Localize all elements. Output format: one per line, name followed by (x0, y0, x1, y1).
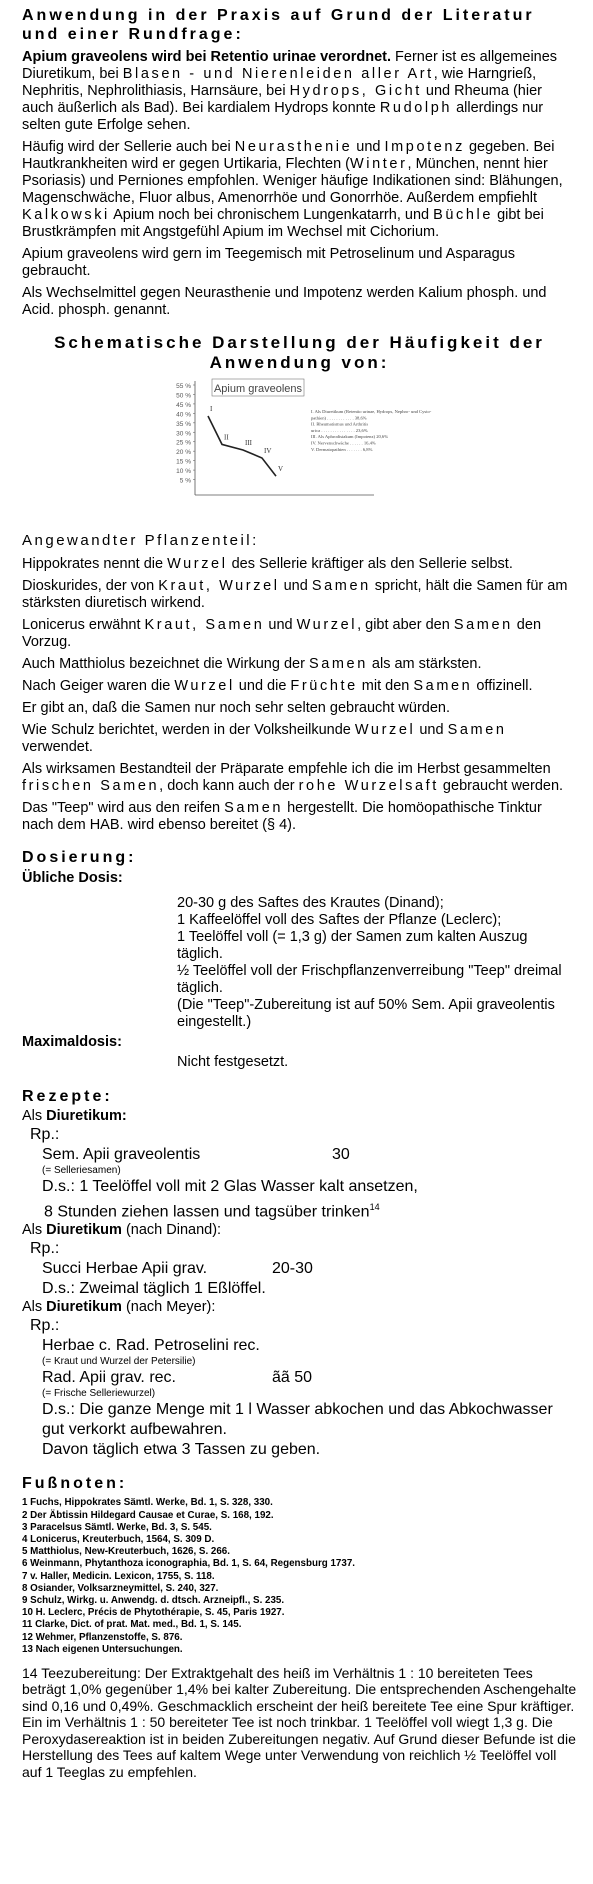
section-heading-application: Anwendung in der Praxis auf Grund der Literatur und einer Rundfrage: (22, 7, 535, 43)
recipe-3-body (42, 1336, 577, 1460)
recipe-3-qty: ãã 50 (272, 1369, 313, 1387)
y-tick-label: 50 % (176, 392, 191, 400)
y-tick-label: 20 % (176, 449, 191, 457)
figure-heading: Schematische Darstellung der Häufigkeit der Anwendung von: (54, 333, 545, 372)
recipe-1-ds1: D.s.: 1 Teelöffel voll mit 2 Glas Wasser kalt ansetzen, (42, 1178, 418, 1195)
chart-legend (311, 409, 432, 453)
y-tick-label: 45 % (176, 401, 191, 409)
legend-line: IV. Nervenschwäche . . . . . . 16,4% (311, 440, 376, 446)
legend-line: II. Rheumatismus und Arthritis (311, 421, 369, 427)
point-label: II (224, 433, 229, 442)
plant-line-matthiolus: Auch Matthiolus bezeichnet die Wirkung der Samen als am stärksten. (22, 656, 482, 672)
footnote-item: 7 v. Haller, Medicin. Lexicon, 1755, S. 118. (22, 1570, 215, 1582)
legend-line: I. Als Diuretikum (Retentio urinae, Hydrops, Nephro- und Cysto- (311, 409, 432, 414)
legend-line: III. Als Aphrodisiakum (Impotenz) 20,6% (311, 434, 389, 440)
plant-line-hippokrates: Hippokrates nennt die Wurzel des Sellerie kräftiger als den Sellerie selbst. (22, 556, 513, 572)
section-heading-recipes: Rezepte: (22, 1088, 113, 1105)
footnote-item: 2 Der Äbtissin Hildegard Causae et Curae, S. 168, 192. (22, 1509, 274, 1521)
recipe-1-qty: 30 (332, 1146, 350, 1163)
document-page (22, 6, 577, 1785)
recipe-1-ds2: 8 Stunden ziehen lassen und tagsüber trinken$^{14}$ (44, 1202, 380, 1221)
y-tick-label: 5 % (179, 477, 191, 485)
plant-line-dioskurides: Dioskurides, der von Kraut, Wurzel und Samen spricht, hält die Samen für am stärksten diuretisch wirkend. (22, 578, 568, 611)
dose-line: 1 Kaffeelöffel voll des Saftes der Pflanze (Leclerc); (177, 912, 502, 928)
recipe-3-ds2: Davon täglich etwa 3 Tassen zu geben. (42, 1441, 321, 1459)
legend-line: urica . . . . . . . . . . . . . . . 23,6% (311, 427, 368, 433)
section-heading-dosage: Dosierung: (22, 849, 137, 866)
recipe-1-item: Sem. Apii graveolentis (42, 1146, 201, 1163)
recipe-2-qty: 20-30 (272, 1260, 313, 1278)
y-tick-label: 15 % (176, 458, 191, 466)
footnote-item: 12 Wehmer, Pflanzenstoffe, S. 876. (22, 1631, 183, 1643)
plant-line-lonicerus: Lonicerus erwähnt Kraut, Samen und Wurzel, gibt aber den Samen den Vorzug. (22, 617, 542, 650)
section-heading-plant-part: Angewandter Pflanzenteil: (22, 532, 259, 549)
plant-line-geiger: Nach Geiger waren die Wurzel und die Früchte mit den Samen offizinell. (22, 678, 533, 694)
y-tick-label: 35 % (176, 420, 191, 428)
recipe-3-item2: Rad. Apii grav. rec. (42, 1369, 176, 1387)
y-tick-label: 55 % (176, 383, 191, 390)
max-dose-label: Maximaldosis: (22, 1034, 122, 1050)
dose-line: 1 Teelöffel voll (= 1,3 g) der Samen zum kalten Auszug täglich. (177, 929, 528, 962)
legend-line: pathien) . . . . . . . . . . . . 38,6% (311, 415, 367, 421)
point-label: III (245, 439, 252, 448)
paragraph-neurasthenia: Häufig wird der Sellerie auch bei Neurasthenie und Impotenz gegeben. Bei Hautkrankheiten wird er gegen Urtikaria, Flechten (Winter, München, nennt hier Psoriasis) und Perniones empfohlen. Weniger häufige Indikationen sind: Blähungen, Magenschwäche, Fluor albus, Amenorrhöe und Gonorrhöe. Außerdem empfiehlt Kalkowski Apium noch bei chronischem Lungenkatarrh, und Büchle gibt bei Brustkrämpfen mit Angstgefühl Apium im Wechsel mit Cichorium. (22, 139, 563, 240)
recipe-1-rp: Rp.: (30, 1126, 60, 1143)
footnote-item: 10 H. Leclerc, Précis de Phytothérapie, S. 45, Paris 1927. (22, 1607, 285, 1619)
dose-line: ½ Teelöffel voll der Frischpflanzenverreibung "Teep" dreimal täglich. (177, 963, 562, 996)
recipe-1-title: Als Diuretikum: (22, 1108, 127, 1124)
recipe-3-note1: (= Kraut und Wurzel der Petersilie) (42, 1356, 196, 1368)
y-tick-label: 25 % (176, 439, 191, 447)
recipe-2-item: Succi Herbae Apii grav. (42, 1260, 208, 1278)
y-tick-label: 30 % (176, 430, 191, 438)
point-label: IV (264, 446, 272, 455)
footnote-item: 11 Clarke, Dict. of prat. Mat. med., Bd. 1, S. 145. (22, 1619, 242, 1631)
recipe-3-rp: Rp.: (30, 1317, 60, 1335)
dose-line: (Die "Teep"-Zubereitung ist auf 50% Sem. Apii graveolentis eingestellt.) (177, 997, 555, 1030)
recipe-3-title: Als Diuretikum (nach Meyer): (22, 1299, 216, 1316)
point-labels (210, 405, 283, 473)
frequency-chart-svg (164, 377, 449, 517)
dose-line: 20-30 g des Saftes des Krautes (Dinand); (177, 895, 444, 911)
recipe-3-item1: Herbae c. Rad. Petroselini rec. (42, 1337, 260, 1355)
plant-line-teep: Das "Teep" wird aus den reifen Samen hergestellt. Die homöopathische Tinktur nach dem HAB. wird ebenso bereitet (§ 4). (22, 800, 542, 833)
recipe-2-ds: D.s.: Zweimal täglich 1 Eßlöffel. (42, 1280, 266, 1298)
recipe-2-title: Als Diuretikum (nach Dinand): (22, 1222, 222, 1239)
y-tick-labels (176, 383, 195, 485)
recipe-3-ds1: D.s.: Die ganze Menge mit 1 l Wasser abkochen und das Abkochwasser gut verkorkt aufbewahren. (42, 1401, 553, 1439)
chart-title: Apium graveolens (213, 383, 303, 395)
footnote-item: 5 Matthiolus, New-Kreuterbuch, 1626, S. 266. (22, 1546, 230, 1558)
footnote-item: 9 Schulz, Wirkg. u. Anwendg. d. dtsch. Arzneipfl., S. 235. (22, 1594, 285, 1606)
paragraph-tea-mixture: Apium graveolens wird gern im Teegemisch mit Petroselinum und Asparagus gebraucht. (22, 246, 515, 279)
usual-dose-text (22, 895, 577, 1031)
legend-line: V. Dermatopathien . . . . . . . 6,8% (311, 446, 373, 452)
point-label: V (278, 465, 284, 474)
y-tick-label: 10 % (176, 468, 191, 476)
frequency-chart (164, 377, 449, 517)
footnote-list (22, 1497, 577, 1656)
y-tick-label: 40 % (176, 411, 191, 419)
plant-line-seldom: Er gibt an, daß die Samen nur noch sehr selten gebraucht würden. (22, 700, 451, 716)
footnote-14: 14 Teezubereitung: Der Extraktgehalt des heiß im Verhältnis 1 : 10 bereiteten Tees beträgt 1,0% gegenüber 1,4% bei kalter Zubereitung. Die entsprechenden Aschengehalte sind 0,16 und 0,49%. Geschmacklich erscheint der heiß bereitete Tee eine Spur kräftiger. Ein im Verhältnis 1 : 50 bereiteter Tee ist noch trinkbar. 1 Teelöffel voll wiegt 1,3 g. Die Peroxydasereaktion ist in beiden Zubereitungen negativ. Auf Grund dieser Befunde ist die Herstellung des Tees auf kaltem Wege unter Verwendung von reichlich ½ Teelöffel voll auf 1 Teeglas zu empfehlen. (22, 1664, 577, 1780)
footnote-item: 8 Osiander, Volksarzneymittel, S. 240, 327. (22, 1582, 219, 1594)
recipe-2-rp: Rp.: (30, 1240, 60, 1258)
paragraph-alternation: Als Wechselmittel gegen Neurasthenie und Impotenz werden Kalium phosph. und Acid. phosph. genannt. (22, 285, 547, 318)
plant-line-schulz: Wie Schulz berichtet, werden in der Volksheilkunde Wurzel und Samen verwendet. (22, 722, 507, 755)
recipe-1-note: (= Selleriesamen) (42, 1165, 121, 1176)
footnote-item: 4 Lonicerus, Kreuterbuch, 1564, S. 309 D. (22, 1533, 215, 1545)
footnote-item: 13 Nach eigenen Untersuchungen. (22, 1643, 183, 1655)
recipe-3-note2: (= Frische Selleriewurzel) (42, 1388, 156, 1400)
footnote-item: 6 Weinmann, Phytanthoza iconographia, Bd. 1, S. 64, Regensburg 1737. (22, 1558, 355, 1570)
recipe-2-body (42, 1259, 577, 1299)
point-label: I (210, 405, 213, 414)
footnote-item: 1 Fuchs, Hippokrates Sämtl. Werke, Bd. 1, S. 328, 330. (22, 1497, 273, 1509)
usual-dose-label: Übliche Dosis: (22, 870, 123, 886)
recipe-1-body (42, 1145, 577, 1222)
paragraph-indications: Apium graveolens wird bei Retentio urinae verordnet. Ferner ist es allgemeines Diuretikum, bei Blasen - und Nierenleiden aller Art, wie Harngrieß, Nephritis, Nephrolithiasis, Harnsäure, bei Hydrops, Gicht und Rheuma (hier auch äußerlich als Bad). Bei kardialem Hydrops konnte Rudolph allerdings nur selten gute Erfolge sehen. (22, 49, 558, 133)
section-heading-footnotes: Fußnoten: (22, 1475, 128, 1493)
footnote-item: 3 Paracelsus Sämtl. Werke, Bd. 3, S. 545. (22, 1521, 212, 1533)
plant-line-recommendation: Als wirksamen Bestandteil der Präparate empfehle ich die im Herbst gesammelten frischen Samen, doch kann auch der rohe Wurzelsaft gebraucht werden. (22, 761, 564, 794)
max-dose-text: Nicht festgesetzt. (177, 1054, 289, 1070)
